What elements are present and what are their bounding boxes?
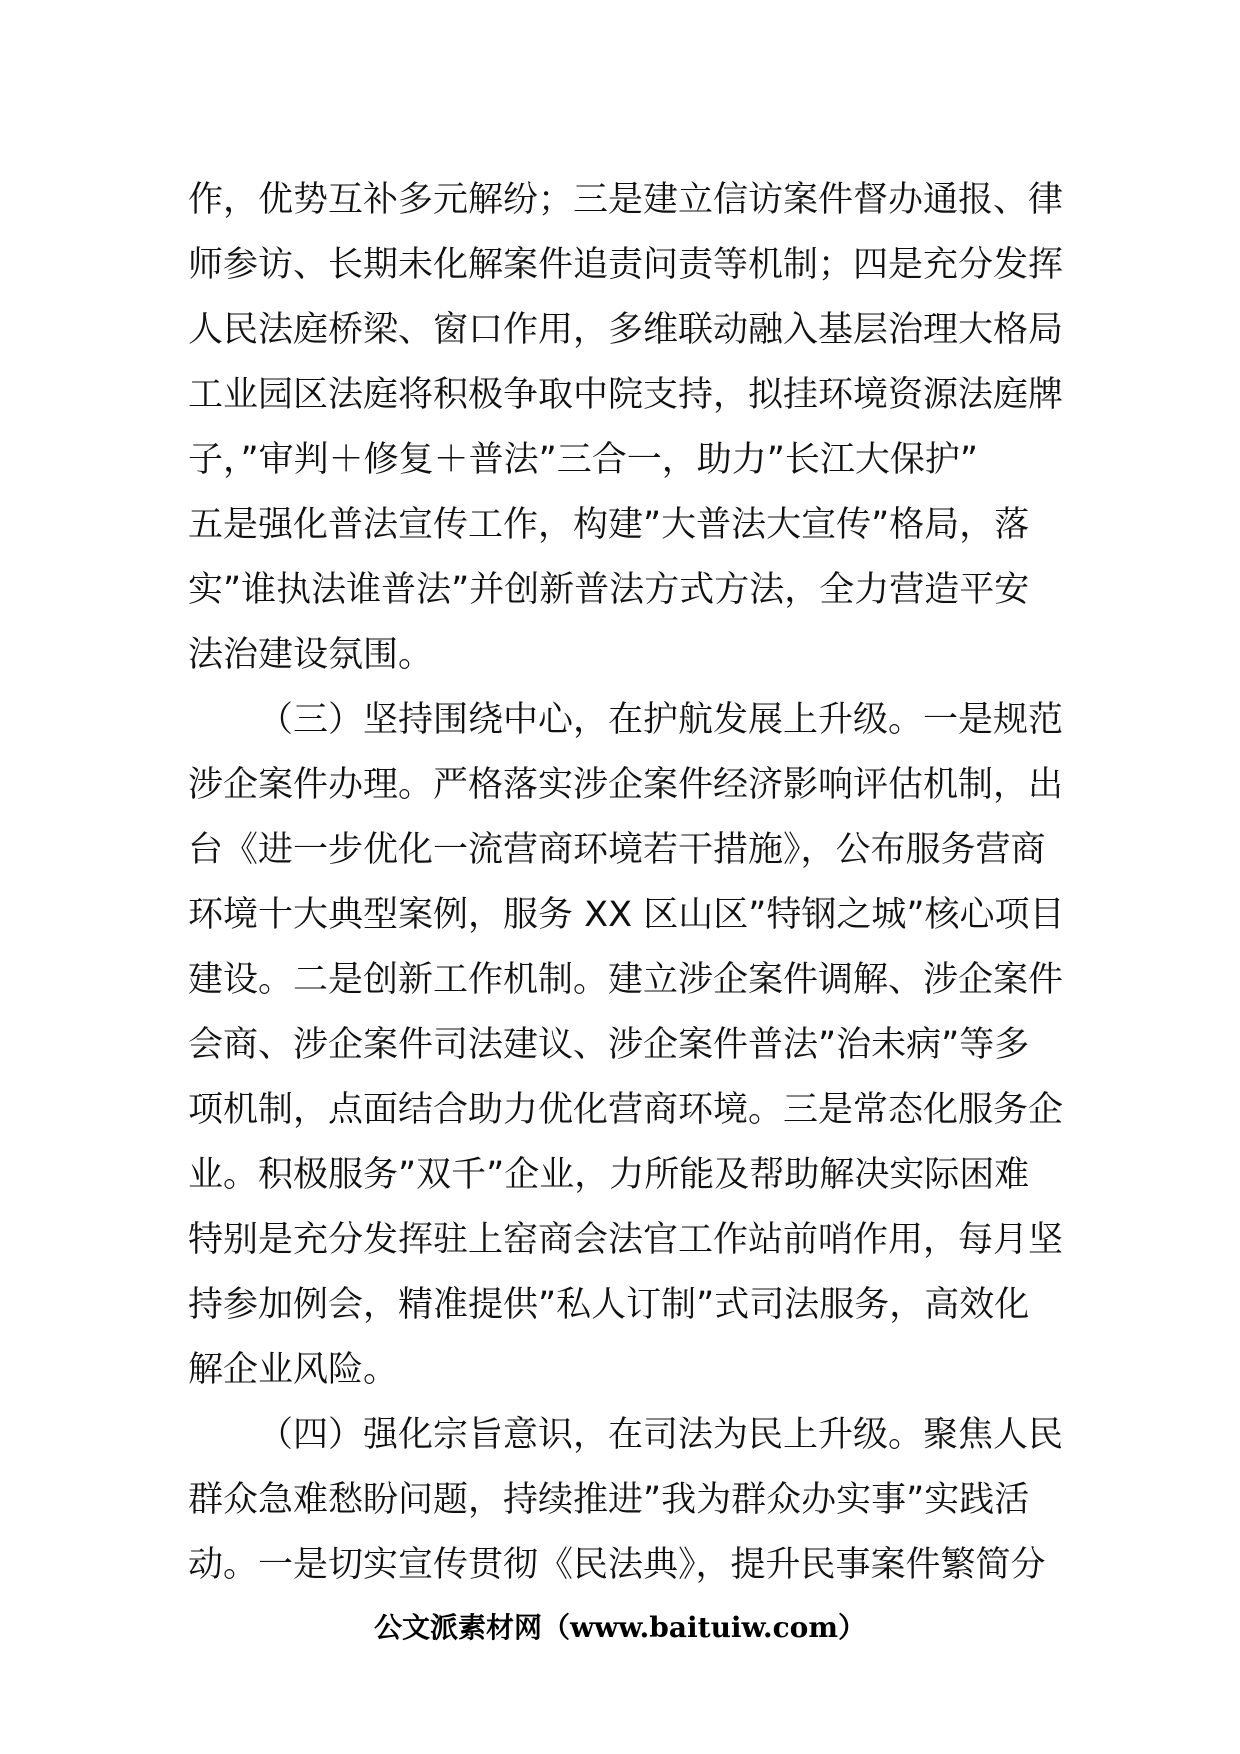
text-line: 业。积极服务”双千”企业，力所能及帮助解决实际困难 [188, 1155, 1030, 1195]
body-text [188, 168, 1068, 1598]
text-line: 会商、涉企案件司法建议、涉企案件普法”治未病”等多 [188, 1025, 1030, 1065]
text-line: （三）坚持围绕中心，在护航发展上升级。一是规范 [258, 700, 1064, 740]
text-line: 环境十大典型案例，服务 XX 区山区”特钢之城”核心项目 [188, 895, 1065, 935]
text-line: 子，”审判＋修复＋普法”三合一，助力”长江大保护” [188, 440, 979, 480]
text-line: 群众急难愁盼问题，持续推进”我为群众办实事”实践活 [188, 1480, 1030, 1520]
text-line: 建设。二是创新工作机制。建立涉企案件调解、涉企案件 [188, 960, 1064, 1000]
text-line: 持参加例会，精准提供”私人订制”式司法服务，高效化 [188, 1285, 1030, 1325]
text-line: 作，优势互补多元解纷；三是建立信访案件督办通报、律 [188, 180, 1064, 220]
text-line: 动。一是切实宣传贯彻《民法典》，提升民事案件繁简分 [188, 1545, 1046, 1585]
page-footer: 公文派素材网（www.baituiw.com） [374, 1611, 866, 1644]
text-line: 法治建设氛围。 [188, 635, 434, 675]
text-line: 特别是充分发挥驻上窑商会法官工作站前哨作用，每月坚 [188, 1220, 1064, 1260]
text-line: 人民法庭桥梁、窗口作用，多维联动融入基层治理大格局 [188, 310, 1064, 350]
text-line: 实”谁执法谁普法”并创新普法方式方法，全力营造平安 [188, 570, 1030, 610]
text-line: 五是强化普法宣传工作，构建”大普法大宣传”格局，落 [188, 505, 1030, 545]
text-line: 工业园区法庭将积极争取中院支持，拟挂环境资源法庭牌 [188, 375, 1064, 415]
text-line: 项机制，点面结合助力优化营商环境。三是常态化服务企 [188, 1090, 1064, 1130]
text-line: 师参访、长期未化解案件追责问责等机制；四是充分发挥 [188, 245, 1064, 285]
text-line: 台《进一步优化一流营商环境若干措施》，公布服务营商 [188, 830, 1046, 870]
text-line: 解企业风险。 [188, 1350, 399, 1390]
text-line: 涉企案件办理。严格落实涉企案件经济影响评估机制，出 [188, 765, 1064, 805]
text-line: （四）强化宗旨意识，在司法为民上升级。聚焦人民 [258, 1415, 1064, 1455]
